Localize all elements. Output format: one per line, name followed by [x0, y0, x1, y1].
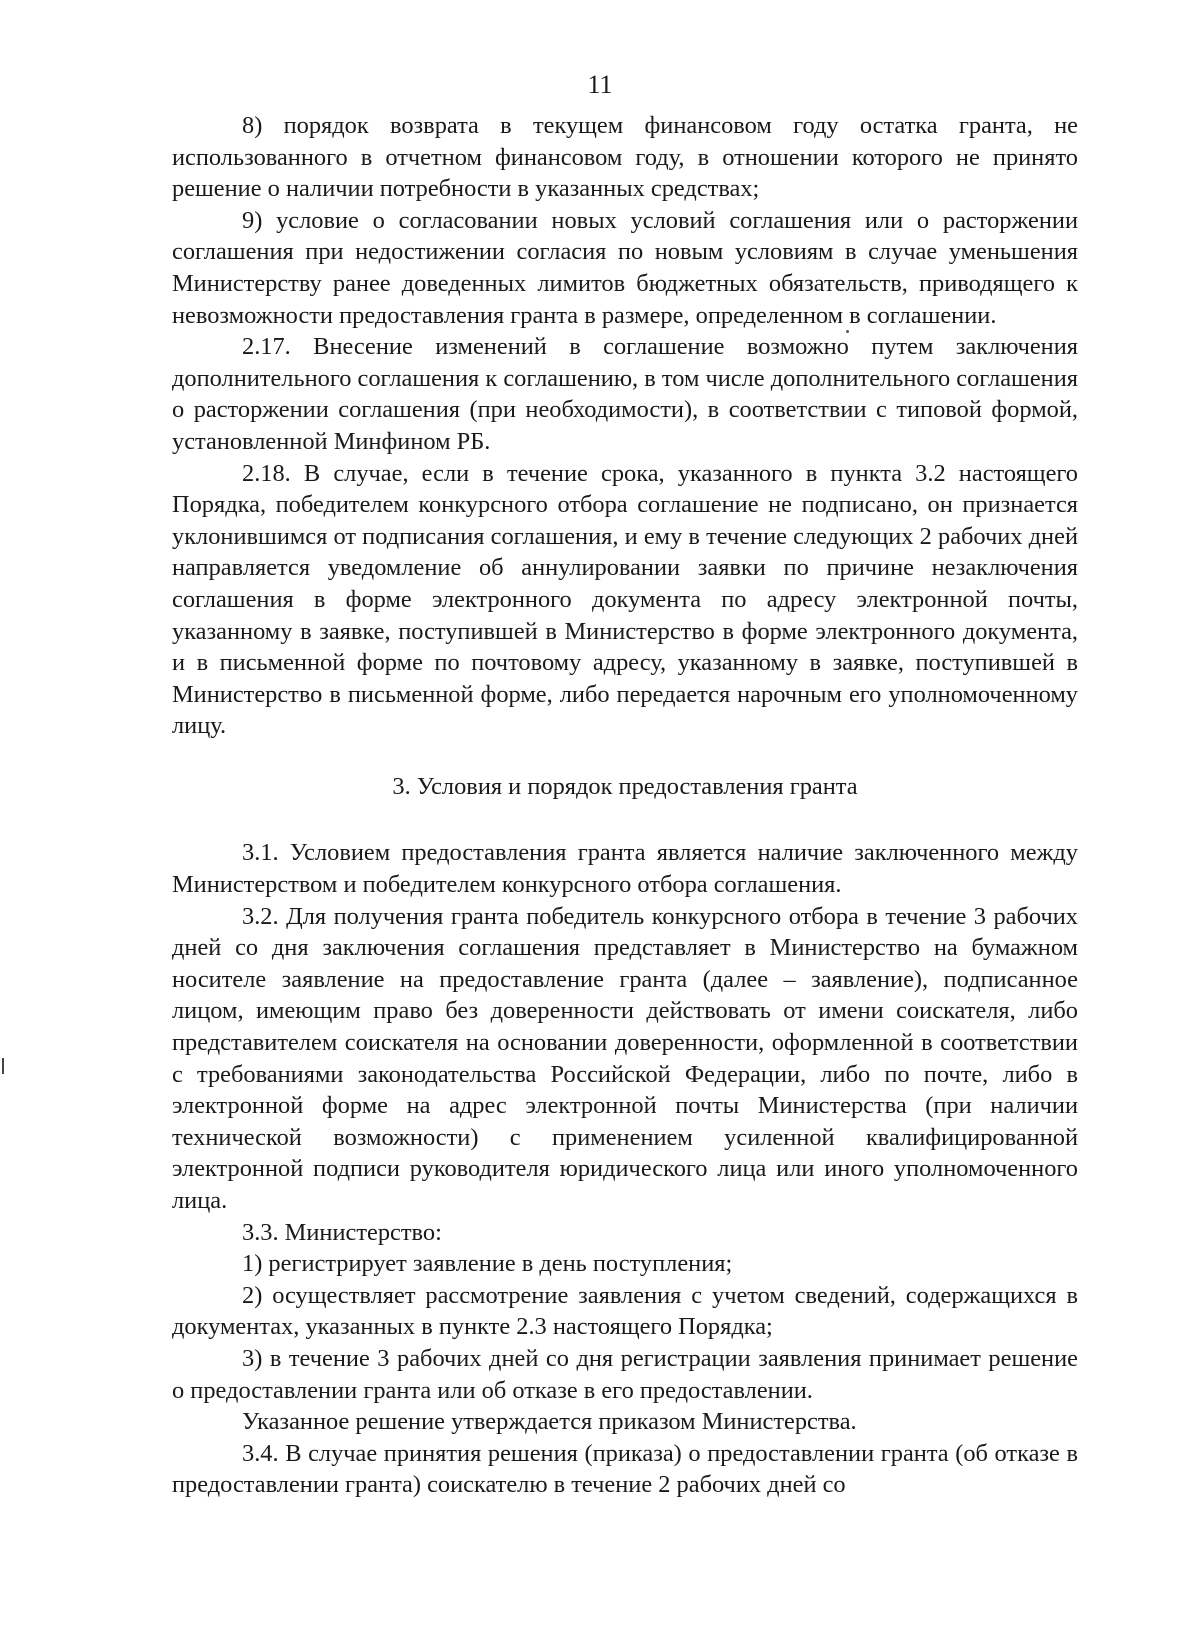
- section-heading: 3. Условия и порядок предоставления гранта: [392, 772, 858, 800]
- paragraph-item-8: 8) порядок возврата в текущем финансовом году остатка гранта, не использованного в отчетном финансовом году, в отношении которого не принято решение о наличии потребности в указанных средствах;: [172, 112, 1078, 203]
- paragraph-2-17: 2.17. Внесение изменений в соглашение возможно путем заключения дополнительного соглашения к соглашению, в том числе дополнительного соглашения о расторжении соглашения (при необходимости), в соответствии с типовой формой, установленной Минфином РБ.: [172, 333, 1078, 455]
- paragraph-3-3: 3.3. Министерство:: [242, 1218, 442, 1246]
- paragraph-3-3-item-1: 1) регистрирует заявление в день поступления;: [242, 1250, 733, 1278]
- paragraph-3-1: 3.1. Условием предоставления гранта является наличие заключенного между Министерством и победителем конкурсного отбора соглашения.: [172, 839, 1078, 899]
- paragraph-3-3-item-3: 3) в течение 3 рабочих дней со дня регистрации заявления принимает решение о предоставлении гранта или об отказе в его предоставлении.: [172, 1344, 1078, 1404]
- paragraph-3-3-item-2: 2) осуществляет рассмотрение заявления с учетом сведений, содержащихся в документах, указанных в пункте 2.3 настоящего Порядка;: [172, 1281, 1078, 1341]
- paragraph-3-2: 3.2. Для получения гранта победитель конкурсного отбора в течение 3 рабочих дней со дня заключения соглашения представляет в Министерство на бумажном носителе заявление на предоставление гранта (далее – заявление), подписанное лицом, имеющим право без доверенности действовать от имени соискателя, либо представителем соискателя на основании доверенности, оформленной в соответствии с требованиями законодательства Российской Федерации, либо по почте, либо в электронной форме на адрес электронной почты Министерства (при наличии технической возможности) с применением усиленной квалифицированной электронной подписи руководителя юридического лица или иного уполномоченного лица.: [172, 902, 1078, 1214]
- document-body: [172, 110, 1078, 1501]
- page-number: 11: [587, 70, 613, 99]
- paragraph-decision-note: Указанное решение утверждается приказом Министерства.: [242, 1408, 857, 1436]
- paragraph-item-9: 9) условие о согласовании новых условий соглашения или о расторжении соглашения при недостижении согласия по новым условиям в случае уменьшения Министерству ранее доведенных лимитов бюджетных обязательств, приводящего к невозможности предоставления гранта в размере, определенном в соглашении.: [172, 206, 1078, 329]
- scan-edge-mark: [2, 1058, 4, 1074]
- paragraph-3-4: 3.4. В случае принятия решения (приказа) о предоставлении гранта (об отказе в предоставлении гранта) соискателю в течение 2 рабочих дней со: [172, 1439, 1078, 1499]
- paragraph-2-18: 2.18. В случае, если в течение срока, указанного в пункта 3.2 настоящего Порядка, победителем конкурсного отбора соглашение не подписано, он признается уклонившимся от подписания соглашения, и ему в течение следующих 2 рабочих дней направляется уведомление об аннулировании заявки по причине незаключения соглашения в форме электронного документа по адресу электронной почты, указанному в заявке, поступившей в Министерство в форме электронного документа, и в письменной форме по почтовому адресу, указанному в заявке, поступившей в Министерство в письменной форме, либо передается нарочным его уполномоченному лицу.: [172, 459, 1078, 740]
